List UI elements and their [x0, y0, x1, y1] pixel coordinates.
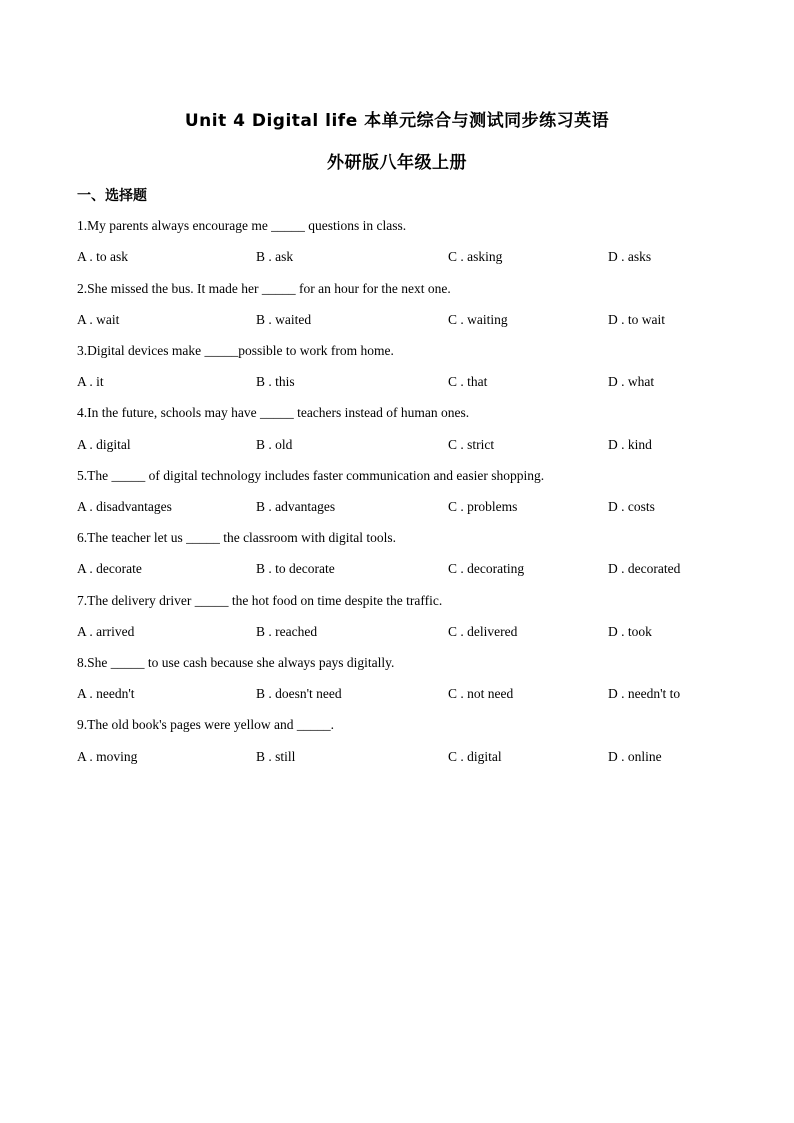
question-6-option-b: B . to decorate	[256, 561, 335, 576]
question-8-option-a: A . needn't	[77, 686, 135, 701]
question-stem-8: 8.She _____ to use cash because she always pays digitally.	[77, 655, 395, 670]
question-stem-4: 4.In the future, schools may have _____ teachers instead of human ones.	[77, 405, 470, 420]
question-8-option-d: D . needn't to	[608, 686, 681, 701]
question-2-option-d: D . to wait	[608, 312, 665, 327]
question-3-option-d: D . what	[608, 374, 655, 389]
question-6-option-a: A . decorate	[77, 561, 142, 576]
document-title: Unit 4 Digital life 本单元综合与测试同步练习英语	[184, 111, 610, 131]
question-3-option-b: B . this	[256, 374, 295, 389]
question-5-option-a: A . disadvantages	[77, 499, 172, 514]
question-8-option-b: B . doesn't need	[256, 686, 342, 701]
question-stem-2: 2.She missed the bus. It made her _____ for an hour for the next one.	[77, 281, 451, 296]
question-9-option-a: A . moving	[77, 749, 138, 764]
question-1-option-b: B . ask	[256, 249, 294, 264]
question-6-option-c: C . decorating	[448, 561, 525, 576]
question-stem-7: 7.The delivery driver _____ the hot food on time despite the traffic.	[77, 593, 443, 608]
document-subtitle: 外研版八年级上册	[327, 153, 467, 173]
question-2-option-a: A . wait	[77, 312, 120, 327]
question-4-option-c: C . strict	[448, 437, 495, 452]
question-5-option-b: B . advantages	[256, 499, 336, 514]
question-9-option-d: D . online	[608, 749, 662, 764]
question-1-option-a: A . to ask	[77, 249, 129, 264]
question-stem-3: 3.Digital devices make _____possible to work from home.	[77, 343, 394, 358]
question-5-option-d: D . costs	[608, 499, 655, 514]
question-stem-5: 5.The _____ of digital technology includes faster communication and easier shopping.	[77, 468, 545, 483]
question-stem-1: 1.My parents always encourage me _____ questions in class.	[77, 218, 407, 233]
question-7-option-a: A . arrived	[77, 624, 135, 639]
question-stem-9: 9.The old book's pages were yellow and _____.	[77, 717, 335, 732]
question-4-option-b: B . old	[256, 437, 293, 452]
section-heading: 一、选择题	[77, 188, 147, 204]
question-7-option-c: C . delivered	[448, 624, 518, 639]
question-7-option-d: D . took	[608, 624, 652, 639]
question-2-option-c: C . waiting	[448, 312, 508, 327]
question-7-option-b: B . reached	[256, 624, 318, 639]
question-4-option-d: D . kind	[608, 437, 652, 452]
question-3-option-c: C . that	[448, 374, 488, 389]
question-3-option-a: A . it	[77, 374, 104, 389]
question-1-option-d: D . asks	[608, 249, 652, 264]
question-2-option-b: B . waited	[256, 312, 312, 327]
question-9-option-c: C . digital	[448, 749, 502, 764]
question-9-option-b: B . still	[256, 749, 296, 764]
question-4-option-a: A . digital	[77, 437, 131, 452]
question-6-option-d: D . decorated	[608, 561, 681, 576]
question-5-option-c: C . problems	[448, 499, 518, 514]
question-stem-6: 6.The teacher let us _____ the classroom with digital tools.	[77, 530, 397, 545]
question-8-option-c: C . not need	[448, 686, 514, 701]
question-1-option-c: C . asking	[448, 249, 503, 264]
